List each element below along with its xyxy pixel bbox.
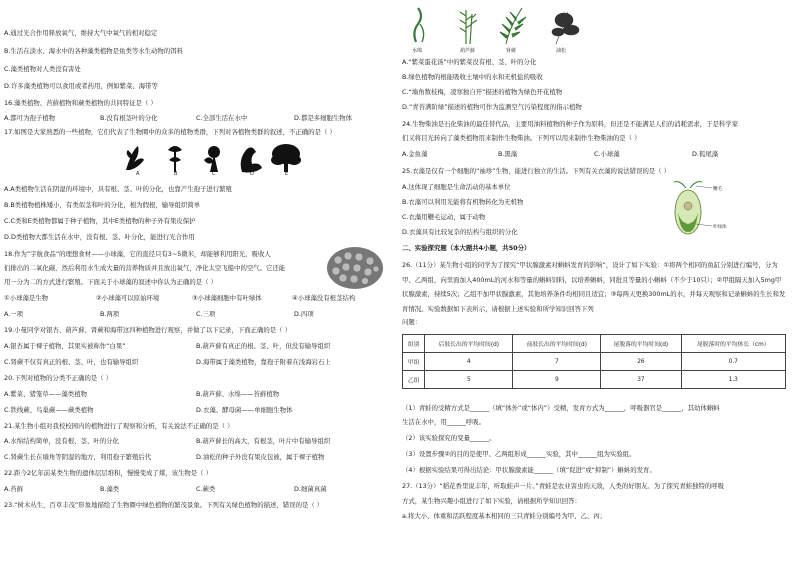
- q23-stem: 23.“树木丛生，百草丰茂”形象地描绘了生物圈中绿色植物的繁茂景象。下列有关绿色植物的描述，错误的是（ ）: [4, 501, 324, 509]
- q27-stem-line1: 27.（13分）“稻花香里说丰年，听取蛙声一片。”青蛙是农业害虫的天敌，人类的好朋友。为了探究青蛙独特的呼吸: [402, 482, 725, 490]
- q23-option-c: C.“墙角数枝梅，凌寒独自开”描述的植物为绿色开花植物: [402, 88, 563, 96]
- q24-option-d: D.狐尾藻: [692, 150, 719, 158]
- table-header: 尾脱落的平均时间(d): [601, 335, 681, 353]
- q21-stem: 21.某生物小组对我校校园内的植物进行了观察和分析，有关说法不正确的是（ ）: [4, 422, 234, 430]
- diagram-label-flagellum: 鞭毛: [713, 187, 722, 192]
- q18-item-2: ②小球藻可以原始环境: [96, 294, 160, 302]
- q21-option-a: A.水绵结构简单，没有根、茎、叶的分化: [4, 437, 119, 445]
- q20-option-d: D.衣藻、酵母菌——单细胞生物体: [196, 406, 293, 414]
- tree-silhouette-e: [271, 144, 301, 172]
- plant-label-fern: 肾蕨: [506, 48, 517, 54]
- plant-label-e: E: [285, 171, 289, 176]
- q19-option-d: D.海带属于藻类植物，靠孢子附着在浅海岩石上: [196, 358, 331, 366]
- q17-option-b: B.B类植物植株矮小，有类似茎和叶的分化，根为假根，输导组织简单: [4, 201, 201, 209]
- flower-silhouette-c: [204, 146, 220, 172]
- q18-stem-line1: 18.作为“宇航食品”的理想食材——小球藻，它的直径只有3~5微米，却能够利用阳光，吸收人: [4, 250, 271, 258]
- q26-part2: （2）该实验探究的变量______。: [402, 434, 496, 442]
- table-header: 后肢长出的平均时间(d): [425, 335, 513, 353]
- q15-option-b: B.生活在淡水、海水中的各种藻类植物是鱼类等水生动物的饵料: [4, 47, 183, 55]
- plant-label-a: A: [136, 171, 140, 176]
- fern-image: [500, 8, 526, 44]
- q23-option-d: D.“青苔满阶绿”描述的植物可作为监测空气污染程度的指示植物: [402, 103, 582, 111]
- q17-option-d: D.D类植物大都生活在水中，没有根、茎、叶分化，能进行光合作用: [4, 233, 195, 241]
- tadpole-data-table: [402, 334, 786, 389]
- moss-image: [460, 10, 477, 44]
- q15-option-d: D.许多藻类植物可以食用或者药用，例如紫菜、海带等: [4, 82, 158, 90]
- table-header: 组别: [403, 335, 425, 353]
- moss-silhouette-b: [168, 146, 182, 172]
- q16-option-c: C.全部生活在水中: [196, 114, 248, 122]
- table-cell: 0.7: [681, 353, 786, 371]
- table-cell: 7: [513, 353, 601, 371]
- q22-option-d: D.细菌真菌: [294, 485, 327, 493]
- q17-option-a: A.A类植物生活在阴湿的环境中，具有根、茎、叶的分化，也靠产生孢子进行繁殖: [4, 185, 232, 193]
- q25-option-a: A.这体现了细胞是生命活动的基本单位: [402, 183, 511, 191]
- plant-label-spirogyra: 水绵: [412, 48, 423, 54]
- q20-stem: 20.下列对植物的分类不正确的是（ ）: [4, 374, 113, 382]
- q16-option-b: B.没有根茎叶的分化: [100, 114, 158, 122]
- q18-item-3: ③小球藻细胞中有叶绿体: [192, 294, 262, 302]
- table-cell: 5: [425, 371, 513, 389]
- q24-option-b: B.黑藻: [498, 150, 518, 158]
- q16-stem: 16.藻类植物、苔藓植物和蕨类植物的共同特征是（ ）: [4, 99, 157, 107]
- q24-stem-line2: 们又将目光转向了藻类植物用来制作生物柴油。下列可以用来制作生物柴油的是（ ）: [402, 134, 641, 142]
- q21-option-d: D.油松的种子外没有果皮包被，属于裸子植物: [196, 453, 325, 461]
- table-cell: 9: [513, 371, 601, 389]
- q18-option-c: C.三项: [196, 310, 216, 318]
- q23-plant-images: [406, 2, 586, 54]
- q21-option-b: B.葫芦藓长的高大，有根茎，叶片中有输导组织: [196, 437, 331, 445]
- q18-item-4: ④小球藻没有根茎结构: [292, 294, 356, 302]
- q20-option-a: A.紫菜、猪笼草——藻类植物: [4, 390, 87, 398]
- table-cell: 37: [601, 371, 681, 389]
- fern-silhouette-a: [126, 146, 144, 170]
- table-cell: 甲组: [403, 353, 425, 371]
- q25-option-b: B.衣藻可以利用光能将有机物转化为无机物: [402, 198, 524, 206]
- q22-option-c: C.蕨类: [196, 485, 216, 493]
- section-2-heading: 二、实验探究题（本大题共4小题，共50分）: [402, 244, 531, 252]
- chlorella-micrograph: [326, 246, 384, 290]
- q19-stem: 19.小曼同学对银杏、葫芦藓、肾蕨和海带这四种植物进行观察，并做了以下记录，下面正确的是（ ）: [4, 326, 291, 334]
- q18-item-1: ①小球藻是生物: [4, 294, 49, 302]
- q24-option-c: C.小球藻: [594, 150, 620, 158]
- q18-option-b: B.两项: [100, 310, 120, 318]
- q26-part1-line1: （1）青蛙的受精方式是______（填“体外”或“体内”）受精，发育方式为______，呼吸器官是______，其幼体蝌蚪: [402, 404, 720, 412]
- diagram-label-chloroplast: 叶绿体: [713, 225, 727, 230]
- q23-option-a: A.“紫菜蛋花汤”中的紫菜没有根、茎、叶的分化: [402, 58, 537, 66]
- q25-option-d: D.衣藻具有比较复杂的结构与组织的分化: [402, 228, 518, 236]
- q26-part3: （3）设置步骤②的目的是使甲、乙两组形成______实验，其中______组为实验组。: [402, 450, 636, 458]
- plant-label-c: C: [212, 171, 216, 176]
- q22-stem: 22.距今2亿年前某类生物的遗体层层堆积，慢慢变成了煤，该生物是（ ）: [4, 469, 212, 477]
- q23-option-b: B.绿色植物的根能吸收土壤中的水和无机盐的吸收: [402, 73, 543, 81]
- q15-option-a: A.通过光合作用释放氧气，维持大气中氧气的相对稳定: [4, 29, 158, 37]
- q19-option-c: C.肾蕨不仅有真正的根、茎、叶，也有输导组织: [4, 358, 139, 366]
- pine-image: [552, 12, 579, 44]
- table-row: [403, 353, 786, 371]
- table-cell: 1.3: [681, 371, 786, 389]
- plant-label-pine: 油松: [556, 48, 567, 54]
- q18-option-a: A.一项: [4, 310, 24, 318]
- q20-option-c: C.铁线蕨、鸟巢蕨——蕨类植物: [4, 406, 94, 414]
- q25-stem: 25.衣藻是仅有一个细胞的“袖珍”生物，能进行独立的生活。下列有关衣藻的说法错误的是（ ）: [402, 167, 671, 175]
- q16-option-a: A.都可为孢子植物: [4, 114, 56, 122]
- table-cell: 4: [425, 353, 513, 371]
- q18-stem-line2: 们排出的二氧化碳，然后利用水生成大量的营养物质并且放出氧气，净化太空飞船中的空气。它还能: [4, 264, 286, 272]
- left-column: [0, 0, 396, 562]
- seaweed-silhouette-d: [241, 147, 262, 172]
- q18-option-d: D.四项: [294, 310, 314, 318]
- table-header: 尾脱落时的平均体长（cm）: [681, 335, 786, 353]
- q24-stem-line1: 24.生物柴油是石化柴油的最佳替代品，主要用油料植物的种子作为原料，但还是不能满足人们的消耗需求，于是科学家: [402, 120, 739, 128]
- plant-label-moss: 葫芦藓: [460, 48, 476, 54]
- q24-option-a: A.金鱼藻: [402, 150, 428, 158]
- q25-option-c: C.衣藻用鞭毛运动，属于动物: [402, 213, 486, 221]
- q18-stem-line3: 用一分为二的方式进行繁殖。下面关于小球藻的叙述中你认为正确的是（ ）: [4, 278, 217, 286]
- q16-option-d: D.都是多细胞生物体: [294, 114, 353, 122]
- q17-plant-figure: [122, 140, 302, 176]
- table-row: [403, 371, 786, 389]
- q26-stem-end: 问题：: [402, 318, 422, 326]
- spirogyra-image: [414, 8, 423, 42]
- q21-option-c: C.肾蕨生长在墙角等阴湿的地方，利用孢子繁殖后代: [4, 453, 152, 461]
- plant-label-d: D: [250, 171, 254, 176]
- q22-option-a: A.苔藓: [4, 485, 24, 493]
- q19-option-b: B.葫芦藓有真正的根、茎、叶，但没有输导组织: [196, 342, 331, 350]
- table-header: 前肢长出的平均时间(d): [513, 335, 601, 353]
- q26-part1-line2: 生活在水中，用______呼吸。: [402, 418, 486, 426]
- table-cell: 乙组: [403, 371, 425, 389]
- q26-stem: 26.（11分）某生物小组的同学为了探究“甲状腺激素对蝌蚪发育的影响”，设计了如下实验：①将两个相同的鱼缸分别进行编号，分为甲、乙两组，向里面加入400mL的河水和等量的蝌蚪饲料，以培养蝌蚪，同批且等量的小蝌蚪（不少于10只）；②甲组隔天加入5mg甲状腺激素，持续5次；乙组不加甲状腺激素，其他培养条件均相同且适宜；③每两天更换300mL的水，并每天观察和记录蝌蚪的生长和发育情况。实验数据如下表所示，请根据上述实验和所学知识回答下列: [402, 261, 786, 313]
- q17-stem: 17.如图是大家熟悉的一些植物，它们代表了生物圈中的众多的植物类群，下列对各植物类群的叙述，不正确的是（ ）: [4, 128, 336, 136]
- q17-option-c: C.C类和E类植物都属于种子植物，其中E类植物的种子外有果皮保护: [4, 217, 196, 225]
- q20-option-b: B.葫芦藓、水绵——苔藓植物: [196, 390, 280, 398]
- q27-step-a: a.将大小、体重和活跃程度基本相同的三只青蛙分别编号为甲、乙、丙；: [402, 512, 607, 520]
- q26-part4: （4）根据实验结果可得出结论：甲状腺激素能______（填“促进”或“抑制”）蝌蚪的发育。: [402, 466, 656, 474]
- q19-option-a: A.银杏属于裸子植物，其果实被称作“白果”: [4, 342, 126, 350]
- table-cell: 26: [601, 353, 681, 371]
- table-header-row: [403, 335, 786, 353]
- right-column: [398, 0, 794, 562]
- q27-stem-line2: 方式，某生物兴趣小组进行了如下实验，请根据所学知识回答：: [402, 497, 581, 505]
- q22-option-b: B.藻类: [100, 485, 120, 493]
- q15-option-c: C.藻类植物对人类没有害处: [4, 65, 81, 73]
- plant-label-b: B: [174, 171, 178, 176]
- chlamydomonas-diagram: [666, 178, 736, 240]
